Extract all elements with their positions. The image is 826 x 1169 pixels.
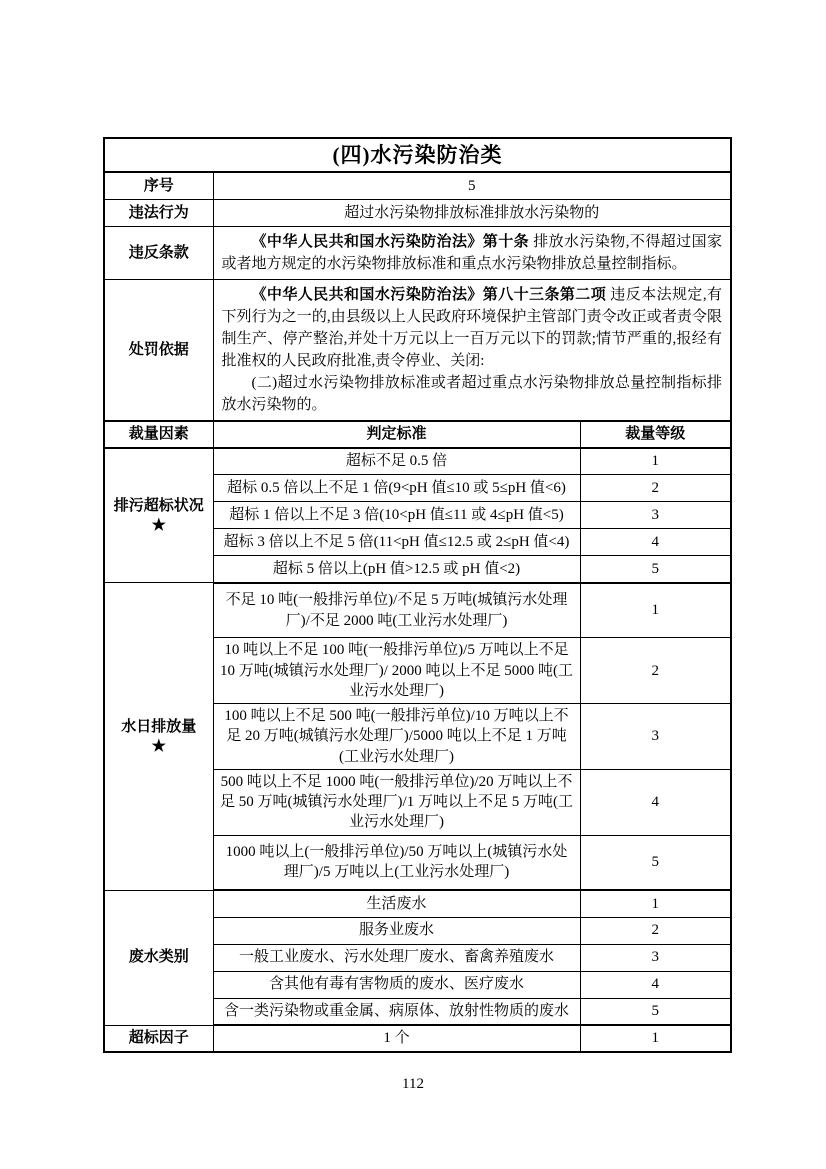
label-serial-number: 序号 — [104, 172, 213, 199]
table-title: (四)水污染防治类 — [104, 138, 731, 172]
star-icon: ★ — [151, 517, 166, 535]
criteria-cell: 超标 0.5 倍以上不足 1 倍(9<pH 值≤10 或 5≤pH 值<6) — [213, 475, 580, 502]
violated-clause-value — [213, 226, 731, 279]
clause-text: 排放水污染物,不得超过国家或者地方规定的水污染物排放标准和重点水污染物排放总量控制指标。 — [221, 233, 722, 272]
level-cell: 1 — [580, 890, 731, 917]
table-row — [104, 448, 731, 475]
table-row — [104, 199, 731, 226]
illegal-act-value: 超过水污染物排放标准排放水污染物的 — [213, 199, 731, 226]
criteria-cell: 超标 1 倍以上不足 3 倍(10<pH 值≤11 或 4≤pH 值<5) — [213, 502, 580, 529]
level-cell: 5 — [580, 835, 731, 890]
criteria-cell: 超标 5 倍以上(pH 值>12.5 或 pH 值<2) — [213, 556, 580, 583]
group-label-text: 水日排放量 — [121, 718, 197, 735]
table-row — [104, 138, 731, 172]
label-violated-clause: 违反条款 — [104, 226, 213, 279]
level-cell: 2 — [580, 475, 731, 502]
header-discretion-level: 裁量等级 — [580, 421, 731, 448]
level-cell: 3 — [580, 944, 731, 971]
group-label-daily-discharge — [104, 583, 213, 890]
group-label-exceedance-factors — [104, 1025, 213, 1052]
table-row — [104, 172, 731, 199]
label-illegal-act: 违法行为 — [104, 199, 213, 226]
table-row — [104, 890, 731, 917]
label-penalty-basis: 处罚依据 — [104, 279, 213, 421]
level-cell: 2 — [580, 638, 731, 704]
criteria-cell: 1 个 — [213, 1025, 580, 1052]
penalty-basis-paragraph — [222, 284, 723, 372]
criteria-cell: 超标 3 倍以上不足 5 倍(11<pH 值≤12.5 或 2≤pH 值<4) — [213, 529, 580, 556]
criteria-cell: 10 吨以上不足 100 吨(一般排污单位)/5 万吨以上不足 10 万吨(城镇污水处理厂)/ 2000 吨以上不足 5000 吨(工业污水处理厂) — [213, 638, 580, 704]
criteria-cell: 生活废水 — [213, 890, 580, 917]
criteria-cell: 含其他有毒有害物质的废水、医疗废水 — [213, 971, 580, 998]
table-row — [104, 583, 731, 638]
table-header-row — [104, 421, 731, 448]
penalty-basis-value — [213, 279, 731, 421]
level-cell: 2 — [580, 917, 731, 944]
law-citation: 《中华人民共和国水污染防治法》第八十三条第二项 — [251, 286, 607, 303]
criteria-cell: 500 吨以上不足 1000 吨(一般排污单位)/20 万吨以上不足 50 万吨(城镇污水处理厂)/1 万吨以上不足 5 万吨(工业污水处理厂) — [213, 769, 580, 835]
group-label-text: 超标因子 — [128, 1030, 189, 1047]
star-icon: ★ — [151, 738, 166, 755]
level-cell: 5 — [580, 556, 731, 583]
serial-number-value: 5 — [213, 172, 731, 199]
level-cell: 4 — [580, 769, 731, 835]
criteria-cell: 含一类污染物或重金属、病原体、放射性物质的废水 — [213, 998, 580, 1025]
level-cell: 4 — [580, 529, 731, 556]
criteria-cell: 不足 10 吨(一般排污单位)/不足 5 万吨(城镇污水处理厂)/不足 2000 吨(工业污水处理厂) — [213, 583, 580, 638]
level-cell: 5 — [580, 998, 731, 1025]
page-number: 112 — [402, 1076, 424, 1092]
law-citation: 《中华人民共和国水污染防治法》第十条 — [251, 233, 530, 250]
group-label-text: 排污超标状况 — [113, 497, 204, 514]
criteria-cell: 超标不足 0.5 倍 — [213, 448, 580, 475]
criteria-cell: 服务业废水 — [213, 917, 580, 944]
header-judgment-standard: 判定标准 — [213, 421, 580, 448]
header-discretion-factor: 裁量因素 — [104, 421, 213, 448]
level-cell: 4 — [580, 971, 731, 998]
criteria-cell: 100 吨以上不足 500 吨(一般排污单位)/10 万吨以上不足 20 万吨(城镇污水处理厂)/5000 吨以上不足 1 万吨(工业污水处理厂) — [213, 704, 580, 770]
table-row — [104, 1025, 731, 1052]
level-cell: 1 — [580, 583, 731, 638]
penalty-discretion-table — [103, 137, 732, 1053]
criteria-cell: 一般工业废水、污水处理厂废水、畜禽养殖废水 — [213, 944, 580, 971]
group-label-text: 废水类别 — [128, 949, 189, 966]
group-label-wastewater-category — [104, 890, 213, 1025]
penalty-text: 违反本法规定,有下列行为之一的,由县级以上人民政府环境保护主管部门责令改正或者责令限制生产、停产整治,并处十万元以上一百万元以下的罚款;情节严重的,报经有批准权的人民政府批准,责令停业、关闭: — [221, 286, 723, 369]
violated-clause-paragraph — [222, 231, 723, 275]
group-label-exceedance-status — [104, 448, 213, 583]
penalty-basis-item: (二)超过水污染物排放标准或者超过重点水污染物排放总量控制指标排放水污染物的。 — [221, 374, 723, 413]
table-row — [104, 279, 731, 421]
level-cell: 1 — [580, 448, 731, 475]
criteria-cell: 1000 吨以上(一般排污单位)/50 万吨以上(城镇污水处理厂)/5 万吨以上(工业污水处理厂) — [213, 835, 580, 890]
level-cell: 1 — [580, 1025, 731, 1052]
level-cell: 3 — [580, 502, 731, 529]
level-cell: 3 — [580, 704, 731, 770]
table-row — [104, 226, 731, 279]
